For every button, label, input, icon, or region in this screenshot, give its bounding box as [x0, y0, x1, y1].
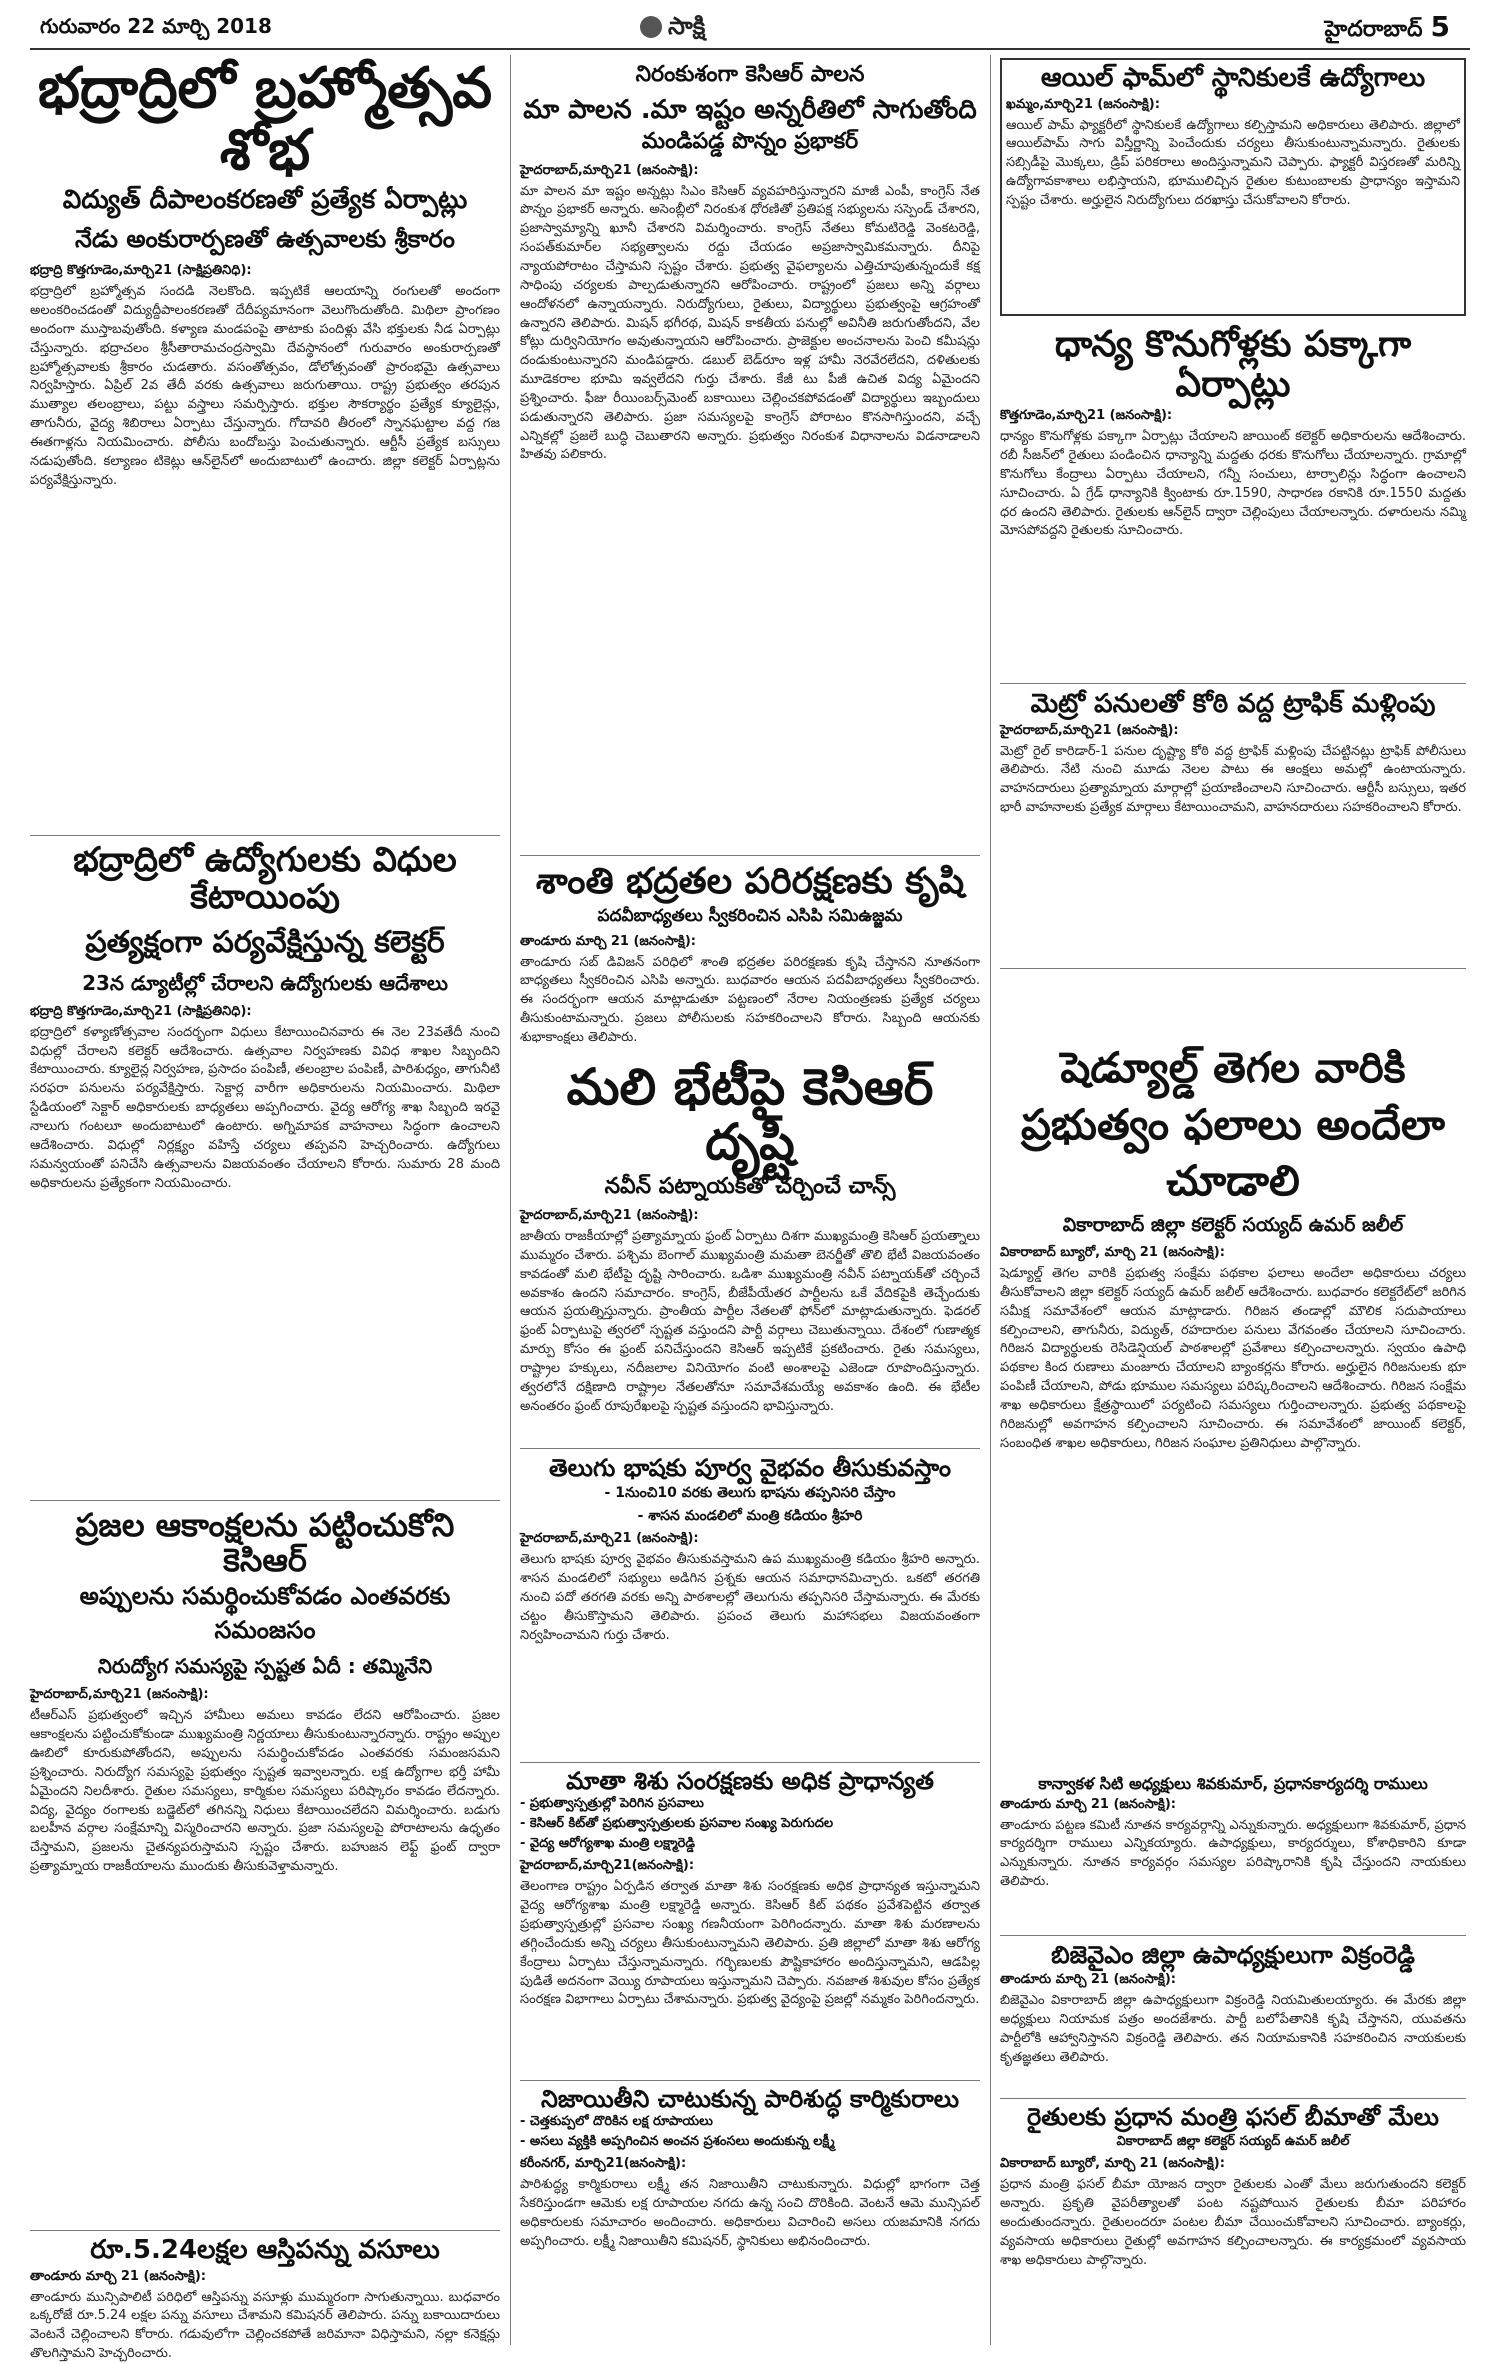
- article-body: తెలుగు భాషకు పూర్వ వైభవం తీసుకువస్తామని ఉప ముఖ్యమంత్రి కడియం శ్రీహరి అన్నారు. శాసన మండలిలో సభ్యులు అడిగిన ప్రశ్నకు ఆయన సమాధానమిచ్చారు. ఒకటో తరగతి నుంచి పదో తరగతి వరకు అన్ని పాఠశాలల్లో తెలుగును తప్పనిసరి చేస్తామన్నారు. ఈ మేరకు చట్టం తీసుకొస్తామని తెలిపారు. ప్రపంచ తెలుగు మహాసభలు విజయవంతంగా నిర్వహించామని గుర్తు చేశారు.: [520, 1552, 980, 1643]
- article-scheduled: [1000, 1040, 1466, 1770]
- deck: - వైద్య ఆరోగ్యశాఖ మంత్రి లక్ష్మారెడ్డి: [520, 1836, 695, 1852]
- dateline: భద్రాద్రి కొత్తగూడెం,మార్చి21 (సాక్షిప్రతినిధి):: [30, 263, 252, 279]
- deck: - కెసిఆర్ కిట్‌తో ప్రభుత్వాస్పత్రులకు ప్రసవాల సంఖ్య పెరుగుదల: [520, 1816, 834, 1832]
- deck: - అసలు వ్యక్తికి అప్పగించిన అంచన ప్రశంసలు అందుకున్న లక్ష్మీ: [520, 2134, 835, 2150]
- section-divider: [1000, 2098, 1466, 2099]
- article-bhadradri: [30, 58, 500, 828]
- article-employees: [30, 842, 500, 1492]
- sun-icon: [640, 16, 662, 38]
- article-body: షెడ్యూల్డ్ తెగల వారికి ప్రభుత్వ సంక్షేమ పథకాల ఫలాలు అందేలా అధికారులు చర్యలు తీసుకోవాలని జిల్లా కలెక్టర్ సయ్యద్ ఉమర్ జలీల్ ఆదేశించారు. బుధవారం కలెక్టరేట్‌లో జరిగిన సమీక్ష సమావేశంలో ఆయన మాట్లాడారు. గిరిజన తండాల్లో మౌలిక సదుపాయాలు కల్పించాలని, తాగునీరు, విద్యుత్, రహదారుల పనులు వేగవంతం చేయాలని సూచించారు. గిరిజన విద్యార్థులకు రెసిడెన్షియల్ పాఠశాలల్లో ప్రవేశాలు కల్పించాలన్నారు. స్వయం ఉపాధి పథకాల కింద రుణాలు మంజూరు చేయాలని బ్యాంకర్లను కోరారు. అర్హులైన గిరిజనులకు భూ పంపిణీ చేయాలని, పోడు భూముల సమస్యలు పరిష్కరించాలని ఆదేశించారు. గిరిజన సంక్షేమ శాఖ అధికారులు క్షేత్రస్థాయిలో పర్యటించి సమస్యలు గుర్తించాలన్నారు. ప్రభుత్వ పథకాలపై గిరిజనుల్లో అవగాహన కల్పించాలని సూచించారు. ఈ సమావేశంలో జాయింట్ కలెక్టర్, సంబంధిత శాఖల అధికారులు, గిరిజన సంఘాల ప్రతినిధులు పాల్గొన్నారు.: [1000, 1266, 1466, 1451]
- deck: - 1నుంచి10 వరకు తెలుగు భాషను తప్పనిసరి చేస్తాం: [604, 1485, 896, 1502]
- kicker: నిరంకుశంగా కెసిఆర్ పాలన: [635, 62, 865, 87]
- masthead-logo: [640, 12, 705, 46]
- article-mother-child: [520, 1768, 980, 2073]
- section-divider: [1000, 968, 1466, 969]
- headline: భద్రాద్రిలో ఉద్యోగులకు విధుల కేటాయింపు: [73, 840, 457, 918]
- headline: రూ.5.24లక్షల ఆస్తిపన్ను వసూలు: [90, 2235, 440, 2265]
- section-divider: [30, 835, 500, 836]
- headline: ప్రజల ఆకాంక్షలను పట్టించుకోని కెసిఆర్: [75, 1506, 455, 1580]
- article-farmers: [1000, 2104, 1466, 2344]
- deck: అప్పులను సమర్థించుకోవడం ఎంతవరకు సమంజసం: [79, 1582, 451, 1645]
- deck: నవీన్ పట్నాయక్‌తో చర్చించే చాన్స్: [604, 1174, 896, 1199]
- header-rule: [30, 48, 1470, 50]
- article-body: భద్రాద్రిలో బ్రహ్మోత్సవ సందడి నెలకొంది. ఇప్పటికే ఆలయాన్ని రంగులతో అందంగా అలంకరించడంతో విద్యుద్దీపాలంకరణతో దేదీప్యమానంగా వెలుగొందుతోంది. మిథిలా ప్రాంగణం అందంగా ముస్తాబవుతోంది. కళ్యాణ మండపంపై తాటాకు పందిళ్లు వేసి భక్తులకు నీడ ఏర్పాట్లు చేస్తున్నారు. భద్రాచలం శ్రీసీతారామచంద్రస్వామి దేవస్థానంలో గురువారం అంకురార్పణతో బ్రహ్మోత్సవాలకు శ్రీకారం చుడతారు. వసంతోత్సవం, డోలోత్సవంతో ప్రారంభమై ఉత్సవాలు నిర్వహిస్తారు. ఏప్రిల్ 2వ తేదీ వరకు ఉత్సవాలు జరుగుతాయి. రాష్ట్ర ప్రభుత్వం తరపున ముత్యాల తలంబ్రాలు, పట్టు వస్త్రాలు సమర్పిస్తారు. భక్తుల సౌకర్యార్థం ప్రత్యేక క్యూలైన్లు, తాగునీరు, వైద్య శిబిరాలు ఏర్పాటు చేస్తున్నారు. గోదావరి తీరంలో స్నానఘట్టాల వద్ద గజ ఈతగాళ్లను నియమించారు. పోలీసు బందోబస్తు పెంచుతున్నారు. ఆర్టీసీ ప్రత్యేక బస్సులు నడుపుతోంది. కల్యాణం టికెట్లు ఆన్‌లైన్‌లో అందుబాటులో ఉంచారు. జిల్లా కలెక్టర్ ఏర్పాట్లను పర్యవేక్షిస్తున్నారు.: [30, 284, 500, 488]
- dateline: ఖమ్మం,మార్చి21 (జనంసాక్షి):: [1006, 96, 1160, 112]
- section-divider: [30, 2230, 500, 2231]
- dateline: కొత్తగూడెం,మార్చి21 (జనంసాక్షి):: [1000, 408, 1173, 424]
- headline: ధాన్య కొనుగోళ్లకు పక్కాగా ఏర్పాట్లు: [1054, 324, 1412, 405]
- deck: మండిపడ్డ పొన్నం ప్రభాకర్: [641, 128, 859, 154]
- headline: నిజాయితీని చాటుకున్న పారిశుద్ధ కార్మికురాలు: [540, 2085, 960, 2113]
- section-divider: [520, 1762, 980, 1763]
- article-body: ఆయిల్ పామ్ ఫ్యాక్టరీలో స్థానికులకే ఉద్యోగాలు కల్పిస్తామని అధికారులు తెలిపారు. జిల్లాలో ఆయిల్‌పామ్ సాగు విస్తీర్ణాన్ని పెంచేందుకు చర్యలు తీసుకుంటున్నామన్నారు. రైతులకు సబ్సిడీపై మొక్కలు, డ్రిప్ పరికరాలు అందిస్తున్నామని చెప్పారు. ఫ్యాక్టరీ విస్తరణతో మరిన్ని ఉద్యోగావకాశాలు లభిస్తాయని, భూములిచ్చిన రైతుల కుటుంబాలకు ప్రాధాన్యం ఇస్తామని స్పష్టం చేశారు. అర్హులైన నిరుద్యోగులు దరఖాస్తు చేసుకోవాలని కోరారు.: [1006, 117, 1460, 208]
- deck: నిరుద్యోగ సమస్యపై స్పష్టత ఏదీ : తమ్మినేని: [97, 1654, 433, 1679]
- dateline: వికారాబాద్ బ్యూరో, మార్చి 21 (జనంసాక్షి):: [1000, 1245, 1225, 1261]
- headline: తెలుగు భాషకు పూర్వ వైభవం తీసుకువస్తాం: [548, 1454, 952, 1482]
- deck: విద్యుత్ దీపాలంకరణతో ప్రత్యేక ఏర్పాట్లు: [62, 185, 468, 216]
- edition-city: హైదరాబాద్: [1324, 17, 1423, 42]
- dateline: కరీంనగర్, మార్చి21(జనంసాక్షి):: [520, 2156, 687, 2172]
- article-telugu: [520, 1455, 980, 1755]
- section-divider: [520, 2080, 980, 2081]
- headline: బిజెవైఎం జిల్లా ఉపాధ్యక్షులుగా విక్రంరెడ్డి: [1051, 1941, 1415, 1969]
- article-oil-palm: [1000, 58, 1466, 316]
- deck: - ప్రభుత్వాస్పత్రుల్లో పెరిగిన ప్రసవాలు: [520, 1796, 704, 1812]
- headline: మెట్రో పనులతో కోఠి వద్ద ట్రాఫిక్ మళ్లింపు: [1030, 689, 1436, 719]
- column-divider: [990, 55, 991, 2345]
- article-grain: [1000, 325, 1466, 675]
- dateline: వికారాబాద్ బ్యూరో, మార్చి 21 (జనంసాక్షి):: [1000, 2156, 1225, 2172]
- deck: 23న డ్యూటీల్లో చేరాలని ఉద్యోగులకు ఆదేశాలు: [82, 970, 448, 995]
- article-body: తెలంగాణ రాష్ట్రం ఏర్పడిన తర్వాత మాతా శిశు సంరక్షణకు అధిక ప్రాధాన్యత ఇస్తున్నామని వైద్య ఆరోగ్యశాఖ మంత్రి లక్ష్మారెడ్డి అన్నారు. కెసిఆర్ కిట్ పథకం ప్రవేశపెట్టిన తర్వాత ప్రభుత్వాస్పత్రుల్లో ప్రసవాల సంఖ్య గణనీయంగా పెరిగిందన్నారు. మాతా శిశు మరణాలను తగ్గించేందుకు అన్ని చర్యలు తీసుకుంటున్నామని తెలిపారు. ప్రతి జిల్లాలో మాతా శిశు ఆరోగ్య కేంద్రాలు ఏర్పాటు చేస్తున్నామన్నారు. గర్భిణులకు పౌష్టికాహారం అందిస్తున్నామని, ఆడపిల్ల పుడితే అదనంగా వెయ్యి రూపాయలు ఇస్తున్నామని చెప్పారు. నవజాత శిశువుల కోసం ప్రత్యేక సంరక్షణ విభాగాలు ఏర్పాటు చేశామన్నారు. ప్రభుత్వ వైద్యంపై ప్రజల్లో నమ్మకం పెరిగిందన్నారు.: [520, 1879, 980, 2008]
- article-kcr-rule: [520, 58, 980, 848]
- page-header: [0, 0, 1500, 50]
- deck: - శాసన మండలిలో మంత్రి కడియం శ్రీహరి: [637, 1508, 863, 1525]
- article-body: ధాన్యం కొనుగోళ్లకు పక్కాగా ఏర్పాట్లు చేయాలని జాయింట్ కలెక్టర్ అధికారులను ఆదేశించారు. రబీ సీజన్‌లో రైతులు పండించిన ధాన్యాన్ని మద్దతు ధరకు కొనుగోలు చేయాలన్నారు. గ్రామాల్లో కొనుగోలు కేంద్రాలు ఏర్పాటు చేయాలని, గన్నీ సంచులు, టార్పాలిన్లు సిద్ధంగా ఉంచాలని సూచించారు. ఏ గ్రేడ్ ధాన్యానికి క్వింటాకు రూ.1590, సాధారణ రకానికి రూ.1550 మద్దతు ధర ఉందని తెలిపారు. రైతులకు ఆన్‌లైన్ ద్వారా చెల్లింపులు చేయాలన్నారు. దళారులను నమ్మి మోసపోవద్దని రైతులకు సూచించారు.: [1000, 429, 1466, 539]
- article-kakatiya: [1000, 1775, 1466, 1930]
- dateline: హైదరాబాద్,మార్చి21 (జనంసాక్షి):: [520, 1531, 699, 1547]
- article-body: తాండూరు సబ్ డివిజన్ పరిధిలో శాంతి భద్రతల పరిరక్షణకు కృషి చేస్తానని నూతనంగా బాధ్యతలు స్వీకరించిన ఎసిపి అన్నారు. బుధవారం ఆయన పదవీబాధ్యతలు స్వీకరించారు. ఈ సందర్భంగా ఆయన మాట్లాడుతూ పట్టణంలో నేరాల నియంత్రణకు ప్రత్యేక చర్యలు తీసుకుంటామన్నారు. ప్రజలు పోలీసులకు సహకరించాలని కోరారు. సిబ్బంది ఆయనకు శుభాకాంక్షలు తెలిపారు.: [520, 954, 980, 1045]
- dateline: తాండూరు మార్చి 21 (జనంసాక్షి):: [1000, 1972, 1176, 1988]
- article-body: బిజెవైఎం వికారాబాద్ జిల్లా ఉపాధ్యక్షులుగా విక్రంరెడ్డి నియమితులయ్యారు. ఈ మేరకు జిల్లా అధ్యక్షులు నియామక పత్రం అందజేశారు. పార్టీ బలోపేతానికి కృషి చేస్తానని, యువతను పార్టీలోకి ఆహ్వానిస్తానని విక్రంరెడ్డి తెలిపారు. తన నియామకానికి సహకరించిన నాయకులకు కృతజ్ఞతలు తెలిపారు.: [1000, 1993, 1466, 2065]
- section-divider: [1000, 1935, 1466, 1936]
- dateline: హైదరాబాద్,మార్చి21 (జనంసాక్షి):: [520, 1208, 699, 1223]
- dateline: హైదరాబాద్,మార్చి21 (జనంసాక్షి):: [30, 1687, 209, 1703]
- dateline: హైదరాబాద్,మార్చి21 (జనంసాక్షి):: [520, 162, 699, 178]
- deck: నేడు అంకురార్పణతో ఉత్సవాలకు శ్రీకారం: [75, 225, 455, 254]
- deck: పదవీబాధ్యతలు స్వీకరించిన ఎసిపి సమిఉజ్జమ: [597, 905, 903, 926]
- article-aspirations: [30, 1508, 500, 1958]
- article-body: తాండూరు మున్సిపాలిటీ పరిధిలో ఆస్తిపన్ను వసూళ్లు ముమ్మరంగా సాగుతున్నాయి. బుధవారం ఒక్కరోజే రూ.5.24 లక్షల పన్ను వసూలు చేశామని కమిషనర్ తెలిపారు. పన్ను బకాయిదారులు వెంటనే చెల్లించాలని కోరారు. గడువులోగా చెల్లించకపోతే జరిమానా విధిస్తామని, నల్లా కనెక్షన్లు తొలగిస్తామని హెచ్చరించారు.: [30, 2289, 500, 2362]
- dateline: భద్రాద్రి కొత్తగూడెం,మార్చి21 (సాక్షిప్రతినిధి):: [30, 1003, 252, 1019]
- issue-date: గురువారం 22 మార్చి 2018: [40, 14, 272, 38]
- article-body: మెట్రో రైల్ కారిడార్-1 పనుల దృష్ట్యా కోఠి వద్ద ట్రాఫిక్ మళ్లింపు చేపట్టినట్లు ట్రాఫిక్ పోలీసులు తెలిపారు. నేటి నుంచి మూడు నెలల పాటు ఈ ఆంక్షలు అమల్లో ఉంటాయన్నారు. వాహనదారులు ప్రత్యామ్నాయ మార్గాల్లో ప్రయాణించాలని సూచించారు. ఆర్టీసీ బస్సులు, ఇతర భారీ వాహనాలకు ప్రత్యేక మార్గాలు కేటాయించామని, వాహనదారులు సహకరించాలని కోరారు.: [1000, 743, 1466, 816]
- headline: ఆయిల్ ఫామ్‌లో స్థానికులకే ఉద్యోగాలు: [1040, 63, 1426, 93]
- masthead-text: సాక్షి: [668, 12, 706, 40]
- article-body: పారిశుద్ధ్య కార్మికురాలు లక్ష్మీ తన నిజాయితీని చాటుకున్నారు. విధుల్లో భాగంగా చెత్త సేకరిస్తుండగా ఆమెకు లక్ష రూపాయల నగదు ఉన్న సంచి దొరికింది. వెంటనే ఆమె మున్సిపల్ అధికారులకు సమాచారం అందించారు. అధికారులు విచారించి అసలు యజమానికి నగదు అప్పగించారు. లక్ష్మీ నిజాయితీని కమిషనర్, స్థానికులు అభినందించారు.: [520, 2177, 980, 2249]
- article-metro: [1000, 690, 1466, 960]
- headline: మాతా శిశు సంరక్షణకు అధిక ప్రాధాన్యత: [566, 1767, 934, 1795]
- headline: శాంతి భద్రతల పరిరక్షణకు కృషి: [535, 861, 965, 902]
- article-bjym: [1000, 1942, 1466, 2092]
- section-divider: [520, 1448, 980, 1449]
- dateline: హైదరాబాద్,మార్చి21(జనంసాక్షి):: [520, 1858, 695, 1874]
- dateline: హైదరాబాద్,మార్చి21 (జనంసాక్షి):: [1000, 722, 1179, 738]
- article-body: భద్రాద్రిలో కళ్యాణోత్సవాల సందర్భంగా విధులు కేటాయించినవారు ఈ నెల 23వతేదీ నుంచి విధుల్లో చేరాలని కలెక్టర్ ఆదేశించారు. ఉత్సవాల నిర్వహణకు వివిధ శాఖల సిబ్బందిని కేటాయించారు. క్యూలైన్ల నిర్వహణ, ప్రసాదం పంపిణీ, తలంబ్రాల పంపిణీ, పారిశుధ్యం, తాగునీటి సరఫరా పనులను పర్యవేక్షిస్తారు. సెక్టార్ల వారీగా అధికారులను నియమించారు. మిథిలా స్టేడియంలో సెక్టార్ అధికారులకు బాధ్యతలు అప్పగించారు. వైద్య ఆరోగ్య శాఖ సిబ్బంది ఇరవై నాలుగు గంటలూ అందుబాటులో ఉంటారు. అగ్నిమాపక వాహనాలు సిద్ధంగా ఉంచాలని ఆదేశించారు. విధుల్లో నిర్లక్ష్యం వహిస్తే చర్యలు తప్పవని హెచ్చరించారు. ఉద్యోగులు సమన్వయంతో పనిచేసి ఉత్సవాలను విజయవంతం చేయాలని కోరారు. సుమారు 28 మంది అధికారులను ప్రత్యేకంగా నియమించారు.: [30, 1024, 500, 1191]
- page-number: 5: [1430, 10, 1450, 43]
- headline: కాన్వాకళ సిటి అధ్యక్షులు శివకుమార్, ప్రధానకార్యదర్శి రాములు: [1038, 1774, 1428, 1793]
- section-divider: [1000, 683, 1466, 684]
- dateline: తాండూరు మార్చి 21 (జనంసాక్షి):: [30, 2268, 206, 2284]
- column-divider: [510, 55, 511, 2345]
- headline: మా పాలన .మా ఇష్టం అన్నరీతిలో సాగుతోంది: [523, 95, 977, 125]
- section-divider: [30, 1500, 500, 1501]
- deck: ప్రత్యక్షంగా పర్యవేక్షిస్తున్న కలెక్టర్: [85, 924, 445, 960]
- dateline: తాండూరు మార్చి 21 (జనంసాక్షి):: [520, 933, 696, 949]
- article-body: జాతీయ రాజకీయాల్లో ప్రత్యామ్నాయ ఫ్రంట్ ఏర్పాటు దిశగా ముఖ్యమంత్రి కెసిఆర్ ప్రయత్నాలు ముమ్మరం చేశారు. పశ్చిమ బెంగాల్ ముఖ్యమంత్రి మమతా బెనర్జీతో తొలి భేటీ విజయవంతం కావడంతో మలి భేటీపై దృష్టి సారించారు. ఒడిశా ముఖ్యమంత్రి నవీన్ పట్నాయక్‌తో చర్చించే అవకాశం ఉందని సమాచారం. కాంగ్రెస్, బీజేపీయేతర పార్టీలను ఒకే వేదికపైకి తెచ్చేందుకు ఆయన ప్రయత్నిస్తున్నారు. ప్రాంతీయ పార్టీల నేతలతో ఫోన్‌లో మాట్లాడుతున్నారు. ఫెడరల్ ఫ్రంట్ ఏర్పాటుపై త్వరలో స్పష్టత వస్తుందని పార్టీ వర్గాలు చెబుతున్నాయి. దేశంలో గుణాత్మక మార్పు కోసం ఈ ఫ్రంట్ పనిచేస్తుందని కెసిఆర్ ఇప్పటికే ప్రకటించారు. రైతు సమస్యలు, రాష్ట్రాల హక్కులు, నదీజలాల వినియోగం వంటి అంశాలపై ఎజెండా రూపొందిస్తున్నారు. త్వరలోనే దక్షిణాది రాష్ట్రాల నేతలతోనూ సమావేశమయ్యే అవకాశం ఉంది. ఈ భేటీల అనంతరం ఫ్రంట్ రూపురేఖలపై స్పష్టత వస్తుందని భావిస్తున్నారు.: [520, 1229, 980, 1414]
- article-body: ప్రధాన మంత్రి ఫసల్ బీమా యోజన ద్వారా రైతులకు ఎంతో మేలు జరుగుతుందని కలెక్టర్ అన్నారు. ప్రకృతి వైపరీత్యాలతో పంట నష్టపోయిన రైతులకు బీమా పరిహారం అందుతుందన్నారు. రైతులందరూ పంటల బీమా చేయించుకోవాలని సూచించారు. బ్యాంకర్లు, వ్యవసాయ అధికారులు రైతుల్లో అవగాహన కల్పించాలన్నారు. ఈ కార్యక్రమంలో వ్యవసాయ శాఖ అధికారులు పాల్గొన్నారు.: [1000, 2177, 1466, 2268]
- article-security: [520, 862, 980, 1052]
- article-mali: [520, 1060, 980, 1440]
- article-body: తాండూరు పట్టణ కమిటీ నూతన కార్యవర్గాన్ని ఎన్నుకున్నారు. అధ్యక్షులుగా శివకుమార్, ప్రధాన కార్యదర్శిగా రాములు ఎన్నికయ్యారు. ఉపాధ్యక్షులు, కార్యదర్శులు, కోశాధికారిని కూడా ఎన్నుకున్నారు. నూతన కార్యవర్గం సమస్యల పరిష్కారానికి కృషి చేస్తుందని నాయకులు తెలిపారు.: [1000, 1817, 1466, 1890]
- edition-label: [1325, 10, 1450, 47]
- section-divider: [520, 855, 980, 856]
- deck: వికారాబాద్ జిల్లా కలెక్టర్ సయ్యద్ ఉమర్ జలీల్: [1116, 2134, 1350, 2150]
- deck: - చెత్తకుప్పలో దొరికిన లక్ష రూపాయలు: [520, 2114, 713, 2130]
- article-body: మా పాలన మా ఇష్టం అన్నట్లు సిఎం కెసిఆర్ వ్యవహరిస్తున్నారని మాజీ ఎంపీ, కాంగ్రెస్ నేత పొన్నం ప్రభాకర్ అన్నారు. అసెంబ్లీలో నిరంకుశ ధోరణితో ప్రతిపక్ష సభ్యులను సస్పెండ్ చేశారని, ప్రజాస్వామ్యాన్ని ఖూనీ చేశారని విమర్శించారు. కాంగ్రెస్ నేతలు కోమటిరెడ్డి వెంకటరెడ్డి, సంపత్‌కుమార్‌ల సభ్యత్వాలను రద్దు చేయడం అప్రజాస్వామికమన్నారు. దీనిపై న్యాయపోరాటం చేస్తామని స్పష్టం చేశారు. ప్రభుత్వ వైఫల్యాలను ఎత్తిచూపుతున్నందుకే కక్ష సాధింపు చర్యలకు పాల్పడుతున్నారని ఆరోపించారు. రాష్ట్రంలో ప్రజలు అన్ని వర్గాలు ఆందోళనలో ఉన్నాయన్నారు. నిరుద్యోగులు, రైతులు, విద్యార్థులు ప్రభుత్వంపై ఆగ్రహంతో ఉన్నారని తెలిపారు. మిషన్ భగీరథ, మిషన్ కాకతీయ పనుల్లో అవినీతి జరుగుతోందని, వేల కోట్లు దుర్వినియోగం అవుతున్నాయని ఆరోపించారు. ప్రాజెక్టుల అంచనాలను పెంచి కమీషన్లు దండుకుంటున్నారని మండిపడ్డారు. డబుల్ బెడ్‌రూం ఇళ్ల హామీ నెరవేరలేదని, దళితులకు మూడెకరాల భూమి ఇవ్వలేదని గుర్తు చేశారు. కేజీ టు పీజీ ఉచిత విద్య ఏమైందని ప్రశ్నించారు. ఫీజు రీయింబర్స్‌మెంట్ బకాయిలు చెల్లించకపోవడంతో విద్యార్థులు ఇబ్బందులు పడుతున్నారని తెలిపారు. ప్రజా సమస్యలపై కాంగ్రెస్ పోరాటం కొనసాగిస్తుందని, వచ్చే ఎన్నికల్లో ప్రజలే బుద్ధి చెబుతారని అన్నారు. ప్రభుత్వం నిరంకుశ విధానాలను విడనాడాలని హితవు పలికారు.: [520, 183, 980, 463]
- headline: భద్రాద్రిలో బ్రహ్మోత్సవ శోభ: [37, 56, 493, 183]
- headline: మలి భేటీపై కెసిఆర్ దృష్టి: [566, 1058, 934, 1171]
- headline: షెడ్యూల్డ్ తెగల వారికి ప్రభుత్వం ఫలాలు అందేలా చూడాలి: [1021, 1043, 1445, 1206]
- dateline: తాండూరు మార్చి 21 (జనంసాక్షి):: [1000, 1796, 1176, 1812]
- article-workers: [520, 2086, 980, 2346]
- article-dues: [30, 2235, 500, 2362]
- deck: వికారాబాద్ జిల్లా కలెక్టర్ సయ్యద్ ఉమర్ జలీల్: [1062, 1214, 1404, 1237]
- article-body: టీఆర్‌ఎస్ ప్రభుత్వంలో ఇచ్చిన హామీలు అమలు కావడం లేదని ఆరోపించారు. ప్రజల ఆకాంక్షలను పట్టించుకోకుండా ముఖ్యమంత్రి నిర్ణయాలు తీసుకుంటున్నారన్నారు. రాష్ట్రం అప్పుల ఊబిలో కూరుకుపోతోందని, అప్పులను సమర్థించుకోవడం ఎంతవరకు సమంజసమని ప్రశ్నించారు. నిరుద్యోగ సమస్యపై ప్రభుత్వం స్పష్టత ఇవ్వాలన్నారు. లక్ష ఉద్యోగాల భర్తీ హామీ ఏమైందని నిలదీశారు. రైతుల సమస్యలు, కార్మికుల సమస్యలు పరిష్కారం కావడం లేదన్నారు. విద్య, వైద్యం రంగాలకు బడ్జెట్‌లో తగినన్ని నిధులు కేటాయించలేదని విమర్శించారు. బడుగు బలహీన వర్గాల సంక్షేమాన్ని విస్మరించారని అన్నారు. ప్రజా సమస్యలపై పోరాటాలను ఉధృతం చేస్తామని, ప్రజలను చైతన్యపరుస్తామని స్పష్టం చేశారు. బహుజన లెఫ్ట్ ఫ్రంట్ ద్వారా ప్రత్యామ్నాయ రాజకీయాలను ముందుకు తీసుకువెళ్తామన్నారు.: [30, 1708, 500, 1875]
- headline: రైతులకు ప్రధాన మంత్రి ఫసల్ బీమాతో మేలు: [1027, 2103, 1439, 2131]
